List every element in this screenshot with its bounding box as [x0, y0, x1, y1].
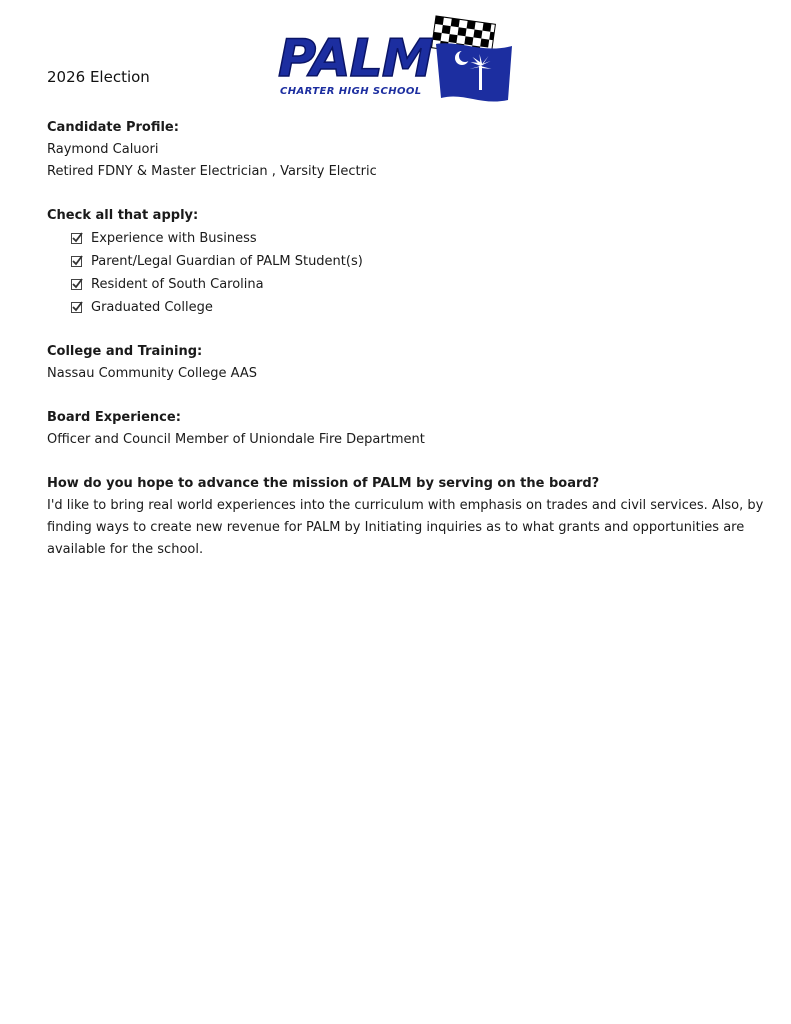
checklist-section — [47, 205, 757, 319]
checklist-item — [71, 250, 757, 273]
mission-answer-line: finding ways to create new revenue for PALM by Initiating inquiries as to what grants and opportunities are — [47, 520, 745, 535]
checked-checkbox-icon — [71, 256, 82, 267]
checklist-item — [71, 227, 757, 250]
checklist-item-label: Graduated College — [91, 299, 213, 315]
checklist-item-label: Parent/Legal Guardian of PALM Student(s) — [91, 253, 363, 269]
checked-checkbox-icon — [71, 279, 82, 290]
mission-answer — [47, 495, 764, 561]
board-experience-value: Officer and Council Member of Uniondale Fire Department — [47, 432, 425, 447]
mission-section — [47, 473, 764, 561]
checklist-label: Check all that apply: — [47, 208, 199, 223]
page-title: 2026 Election — [47, 68, 150, 86]
checklist-item-label: Experience with Business — [91, 230, 257, 246]
checklist-item — [71, 273, 757, 296]
candidate-occupation: Retired FDNY & Master Electrician , Varsity Electric — [47, 164, 377, 179]
mission-question: How do you hope to advance the mission of PALM by serving on the board? — [47, 476, 600, 491]
candidate-profile-label: Candidate Profile: — [47, 120, 179, 135]
college-section — [47, 341, 757, 385]
document-content — [47, 117, 764, 583]
college-label: College and Training: — [47, 344, 203, 359]
candidate-profile-section — [47, 117, 757, 183]
college-value: Nassau Community College AAS — [47, 366, 257, 381]
mission-answer-line: I'd like to bring real world experiences into the curriculum with emphasis on trades and civil services. Also, by — [47, 498, 764, 513]
checklist-item-label: Resident of South Carolina — [91, 276, 264, 292]
candidate-name: Raymond Caluori — [47, 142, 159, 157]
board-experience-section — [47, 407, 757, 451]
checklist-item — [71, 296, 757, 319]
board-experience-label: Board Experience: — [47, 410, 181, 425]
checked-checkbox-icon — [71, 233, 82, 244]
checklist — [47, 227, 757, 319]
mission-answer-line: available for the school. — [47, 542, 204, 557]
palm-logo — [276, 14, 516, 106]
logo-subtitle: CHARTER HIGH SCHOOL — [280, 86, 422, 97]
checked-checkbox-icon — [71, 302, 82, 313]
logo-wordmark: PALM — [278, 29, 433, 89]
